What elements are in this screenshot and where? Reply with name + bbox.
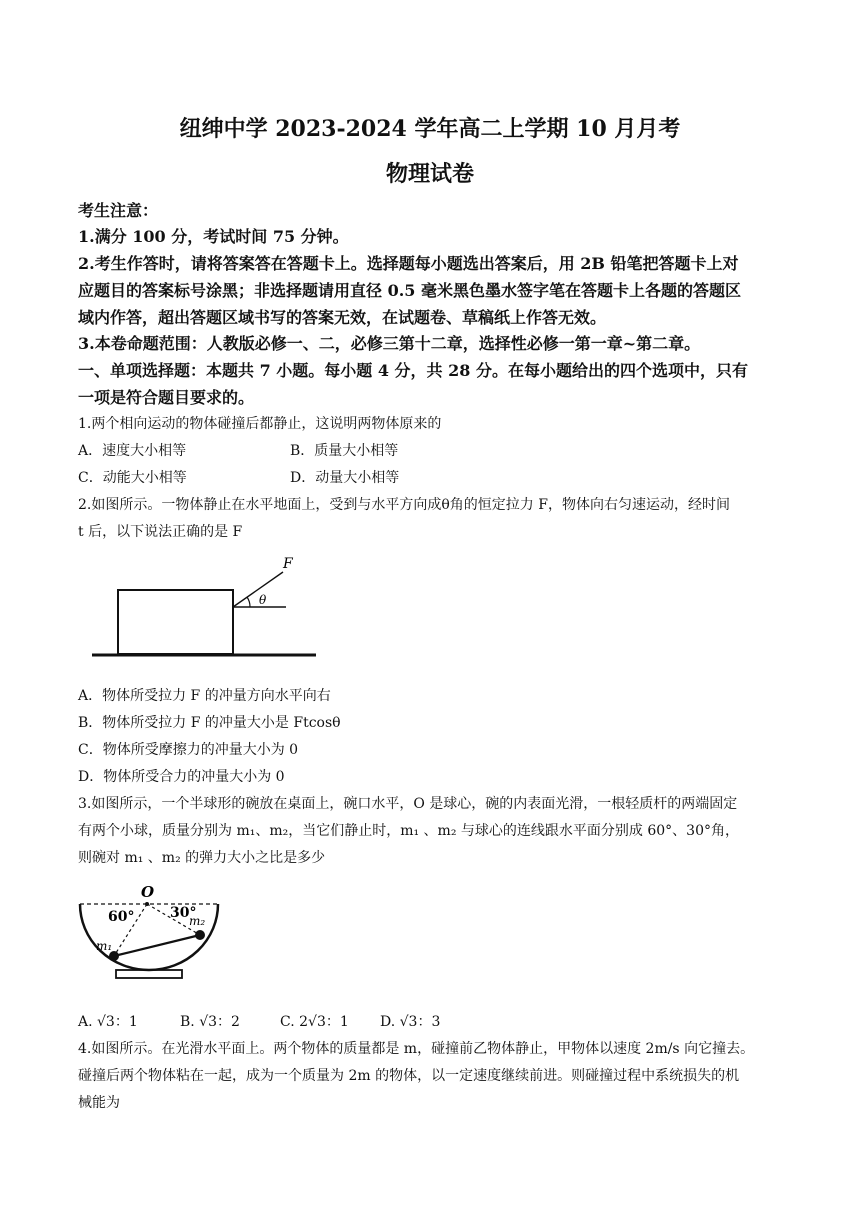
notes-line-2b: 应题目的答案标号涂黑；非选择题请用直径 0.5 毫米黑色墨水签字笔在答题卡上各题的答题区 bbox=[78, 281, 741, 300]
q3-stem-3: 则碗对 m₁ 、m₂ 的弹力大小之比是多少 bbox=[78, 850, 326, 866]
q2-block-diagram bbox=[90, 550, 320, 662]
q3-stem-2: 有两个小球，质量分别为 m₁、m₂，当它们静止时，m₁ 、m₂ 与球心的连线跟水平面分别成 60°、30°角， bbox=[78, 823, 739, 839]
q4-stem-3: 械能为 bbox=[78, 1095, 120, 1111]
q2-label-theta: θ bbox=[259, 593, 267, 607]
q2-block bbox=[118, 590, 233, 654]
notes-line-3: 3.本卷命题范围：人教版必修一、二，必修三第十二章，选择性必修一第一章~第二章。 bbox=[78, 334, 701, 353]
q3-center-point bbox=[145, 902, 149, 906]
q2-option-d: D．物体所受合力的冲量大小为 0 bbox=[78, 769, 285, 785]
section-heading-1: 一、单项选择题：本题共 7 小题。每小题 4 分，共 28 分。在每小题给出的四个选项中，只有 bbox=[78, 361, 748, 380]
q1-option-c: C．动能大小相等 bbox=[78, 470, 187, 486]
q3-rod bbox=[114, 935, 200, 956]
q2-option-b: B．物体所受拉力 F 的冲量大小是 Ftcosθ bbox=[78, 715, 341, 731]
q1-option-d: D．动量大小相等 bbox=[290, 470, 400, 486]
notes-line-2c: 域内作答，超出答题区域书写的答案无效，在试题卷、草稿纸上作答无效。 bbox=[78, 308, 607, 327]
notes-line-1: 1.满分 100 分，考试时间 75 分钟。 bbox=[78, 227, 349, 246]
q3-label-m2: m₂ bbox=[189, 914, 206, 928]
q3-bowl-diagram bbox=[74, 880, 224, 985]
q3-ball-m2 bbox=[195, 930, 205, 940]
q4-stem-2: 碰撞后两个物体粘在一起，成为一个质量为 2m 的物体，以一定速度继续前进。则碰撞过程中系统损失的机 bbox=[78, 1068, 740, 1084]
q1-stem: 1.两个相向运动的物体碰撞后都静止，这说明两物体原来的 bbox=[78, 416, 442, 432]
section-heading-2: 一项是符合题目要求的。 bbox=[78, 388, 255, 407]
q4-stem-1: 4.如图所示。在光滑水平面上。两个物体的质量都是 m，碰撞前乙物体静止，甲物体以速度 2m/s 向它撞去。 bbox=[78, 1041, 755, 1057]
q3-stem-1: 3.如图所示，一个半球形的碗放在桌面上，碗口水平，O 是球心，碗的内表面光滑，一根轻质杆的两端固定 bbox=[78, 796, 738, 812]
q3-label-O: O bbox=[141, 883, 155, 901]
q2-angle-arc bbox=[247, 597, 250, 607]
q3-option-a: A. √3：1 bbox=[78, 1014, 138, 1030]
q2-stem-1: 2.如图所示。一物体静止在水平地面上，受到与水平方向成θ角的恒定拉力 F，物体向右匀速运动，经时间 bbox=[78, 497, 730, 513]
exam-title: 纽绅中学 2023-2024 学年高二上学期 10 月月考 bbox=[179, 116, 681, 142]
exam-subtitle: 物理试卷 bbox=[385, 161, 474, 187]
q2-stem-2: t 后，以下说法正确的是 F bbox=[78, 524, 243, 540]
q3-label-60: 60° bbox=[108, 909, 135, 925]
q2-option-c: C．物体所受摩擦力的冲量大小为 0 bbox=[78, 742, 299, 758]
q1-option-b: B．质量大小相等 bbox=[290, 443, 399, 459]
q3-option-d: D. √3：3 bbox=[380, 1014, 441, 1030]
q3-label-30: 30° bbox=[170, 905, 197, 921]
q1-option-a: A．速度大小相等 bbox=[78, 443, 187, 459]
q3-option-b: B. √3：2 bbox=[180, 1014, 240, 1030]
notes-line-2a: 2.考生作答时，请将答案答在答题卡上。选择题每小题选出答案后，用 2B 铅笔把答题卡上对 bbox=[78, 254, 739, 273]
q2-force-line bbox=[233, 572, 283, 607]
q3-label-m1: m₁ bbox=[96, 939, 113, 953]
q2-option-a: A．物体所受拉力 F 的冲量方向水平向右 bbox=[78, 688, 331, 704]
notes-heading: 考生注意： bbox=[78, 201, 159, 220]
q3-option-c: C. 2√3：1 bbox=[280, 1014, 349, 1030]
q2-label-F: F bbox=[283, 556, 293, 572]
